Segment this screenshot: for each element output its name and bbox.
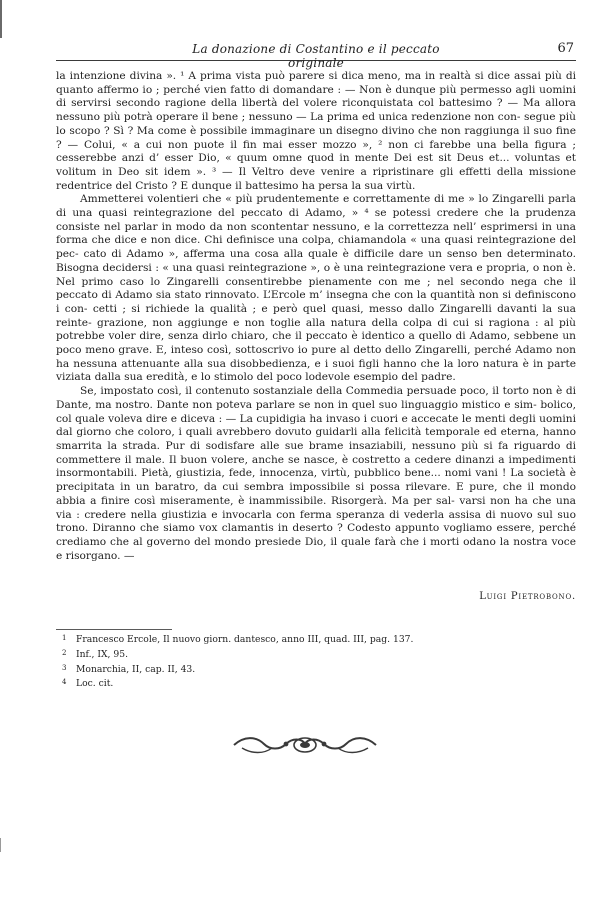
- page-edge-mark: [0, 0, 2, 38]
- footnotes: [62, 632, 542, 691]
- footnote-rule: [56, 629, 172, 630]
- text-line: voler dire, senza dirlo chiaro, che il peccato è identico a quello di Adamo, sebbene un poco: [56, 330, 576, 357]
- text-line: varsi non ha che una via : credere nella giustizia e invocarla con ferma speranza di vederla: [56, 494, 576, 521]
- text-line: il suo fine ? — Colui, « a cui non puote il fin mai esser mozzo », ² non ci farebbe una bella: [56, 124, 576, 151]
- text-line: dinanzi a impedimenti insormontabili. Pietà, giustizia, fede, innocenza, virtù, pubblico bene...: [56, 453, 576, 480]
- text-line: di Dante, ma nostro. Dante non poteva parlare se non in quel suo linguaggio mistico e sim-: [56, 385, 576, 411]
- footnote: [62, 632, 542, 647]
- footnote-number: 3: [62, 663, 67, 672]
- text-line: ha nessuna attenuante alla sua disobbedienza, e i suoi figli hanno che la loro natura è in parte: [56, 357, 576, 370]
- footnote-text: Monarchia, II, cap. II, 43.: [76, 663, 196, 675]
- text-line: Ammetterei volentieri che « più prudentemente e correttamente di me » lo Zingarelli parla: [80, 193, 576, 206]
- text-line: di una quasi reintegrazione del peccato di Adamo, » ⁴ se potessi credere che la prudenza consiste: [56, 207, 576, 233]
- footnote-text: Loc. cit.: [76, 678, 114, 690]
- text-line: vogliamo essere, perché crediamo che al governo del mondo presiede Dio, il quale farà che i: [56, 522, 576, 548]
- text-line: redentrice del Cristo ? E dunque il battesimo ha persa la sua virtù.: [56, 179, 416, 192]
- text-line: morti odano la nostra voce e risorgano. —: [56, 535, 577, 562]
- page-number: 67: [557, 41, 574, 56]
- text-line: di quanto affermo io ; perché vien fatto di domandare : — Non è dunque più permesso agli: [56, 70, 576, 96]
- paragraph: [56, 193, 576, 385]
- text-line: Adamo sia stato rinnovato. L’Ercole m’ insegna che con la quantità non si definiscono i con-: [56, 289, 576, 315]
- text-line: segue più lo scopo ? Sì ? Ma come è possibile immaginare un disegno divino che non raggiunga: [56, 111, 576, 137]
- running-head: [56, 36, 576, 70]
- decorative-ornament-icon: [230, 730, 380, 758]
- text-line: cetti ; si richiede la qualità ; e però quel quasi, messo dallo Zingarelli davanti la sua reinte-: [56, 302, 576, 329]
- footnote-text: Francesco Ercole, Il nuovo giorn. dantesco, anno III, quad. III, pag. 137.: [76, 634, 414, 645]
- text-line: che dice e non dice. Chi definisce una colpa, chiamandola « una quasi reintegrazione del pec-: [56, 234, 576, 261]
- text-line: Se, impostato così, il contenuto sostanziale della Commedia persuade poco, il torto non è: [80, 385, 563, 398]
- footnote-number: 4: [62, 678, 67, 687]
- text-line: bolico, col quale voleva dire e diceva : — La cupidigia ha invaso i cuori e accecate le menti: [56, 398, 576, 425]
- text-line: primo caso lo Zingarelli consentirebbe pienamente con me ; nel secondo nega che il peccato di: [56, 275, 576, 302]
- running-title: La donazione di Costantino e il peccato originale: [192, 42, 440, 70]
- text-line: E pure, che il mondo abbia a finire così miseramente, è inammissibile. Risorgerà. Ma per sal-: [56, 481, 577, 507]
- footnote: [62, 647, 542, 662]
- body-text: [56, 70, 576, 563]
- text-line: assisa di nuovo sul suo trono. Diranno che siamo vox clamantis in deserto ? Codesto appunto: [56, 508, 576, 535]
- text-line: viziata dalla sua eredità, e lo stimolo del poco lodevole esempio del padre.: [56, 371, 456, 384]
- footnote-number: 2: [62, 648, 67, 657]
- author-signature: Luigi Pietrobono.: [479, 591, 576, 602]
- footnote-text: Inf., IX, 95.: [76, 648, 129, 660]
- text-line: nel parlar in modo da non scontentar nessuno, e la correttezza nell’ esprimersi in una forma: [56, 220, 576, 247]
- text-line: meno grave. E, inteso così, sottoscrivo io pure al detto dello Zingarelli, perché Adamo non: [85, 344, 576, 357]
- text-line: degli uomini dal giorno che coloro, i quali avrebbero dovuto guidarli alla felicità temporale: [56, 412, 576, 439]
- text-line: grazione, non aggiunge e non toglie alla natura della colpa di cui si ragiona : al più potrebbe: [56, 316, 576, 343]
- text-line: decidersi : « una quasi reintegrazione », o è una reintegrazione vera e propria, o non è. Nel: [56, 261, 576, 288]
- footnote-number: 1: [62, 634, 67, 642]
- paragraph: [56, 385, 576, 563]
- text-line: nomi vani ! La società è precipitata in un baratro, da cui sembra impossibile si possa rilevare.: [56, 467, 576, 494]
- text-line: ed eterna, hanno smarrita la strada. Pur di sodisfare alle sue brame insaziabili, nessuno più: [56, 426, 576, 452]
- text-line: si fa riguardo di commettere il male. Il buon volere, anche se nasce, è costretto a cedere: [56, 439, 576, 466]
- footnote: [62, 676, 542, 691]
- page-edge-mark-lower: [0, 838, 1, 852]
- text-line: uomini di servirsi secondo ragione della libertà del volere riconquistata col battesimo ? — Ma: [56, 83, 576, 110]
- text-line: figura ; cesserebbe anzi d’ esser Dio, « quum omne quod in mente Dei est sit Deus et... voluntas: [56, 138, 576, 165]
- text-line: la intenzione divina ». ¹ A prima vista può parere si dica meno, ma in realtà si dice assai più: [56, 70, 562, 82]
- text-line: allora nessuno più potrà operare il bene ; nessuno — La prima ed unica redenzione non con-: [56, 97, 576, 124]
- text-line: cato di Adamo », afferma una cosa alla quale è difficile dare un senso ben determinato. Bisogna: [56, 248, 576, 274]
- footnote: [62, 662, 542, 677]
- text-line: et volitum in Deo sit idem ». ³ — Il Veltro deve venire a ripristinare gli effetti della missione: [56, 152, 576, 178]
- paragraph: [56, 70, 576, 193]
